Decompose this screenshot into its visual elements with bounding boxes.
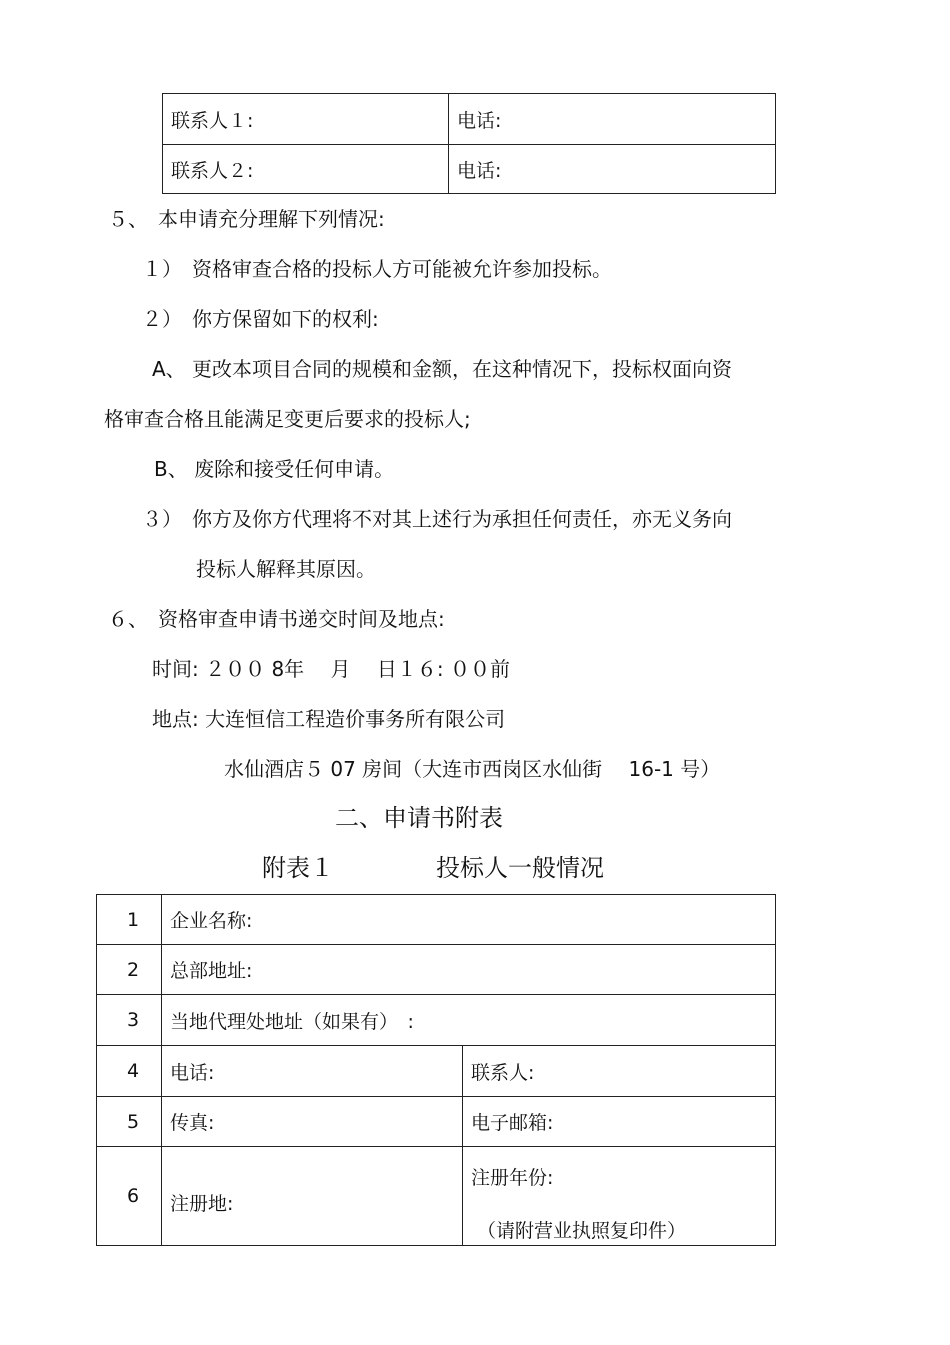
row-number: 4 [97,1046,162,1097]
bidder-info-table [96,894,776,1246]
registration-year-label: 注册年份: [471,1166,554,1189]
local-agent-address-label: 当地代理处地址（如果有） : [162,995,776,1046]
section-5-title: ５、 本申请充分理解下列情况: [108,207,385,231]
row-number: 2 [97,945,162,995]
registration-year-cell [463,1147,776,1246]
phone-label: 电话: [162,1046,463,1097]
contact-2-label: 联系人２: [163,145,449,194]
part-2-title: 二、申请书附表 [335,804,503,832]
registration-place-label: 注册地: [170,1193,234,1215]
section-5-item-3-line-2: 投标人解释其原因。 [196,557,376,581]
annex-label: 附表１ [262,854,334,882]
contact-table [162,93,776,194]
email-label: 电子邮箱: [463,1097,776,1147]
table-row [163,94,776,145]
section-5-item-2: ２） 你方保留如下的权利: [142,307,379,331]
submission-address: 水仙酒店５ 07 房间（大连市西岗区水仙街 16-1 号） [224,757,721,781]
submission-time: 时间: ２００ 8年 月 日１６: ００前 [152,657,510,681]
company-name-label: 企业名称: [162,895,776,945]
section-5-item-1: １） 资格审查合格的投标人方可能被允许参加投标。 [142,257,612,281]
row-number: 6 [97,1147,162,1246]
section-5-item-a-line-2: 格审查合格且能满足变更后要求的投标人; [104,407,471,431]
table-row [97,995,776,1046]
annex-title: 投标人一般情况 [436,854,604,882]
section-5-item-b: B、 废除和接受任何申请。 [154,457,395,481]
business-license-note: （请附营业执照复印件） [477,1219,687,1242]
table-row [97,1147,776,1246]
registration-place-cell [162,1147,463,1246]
section-6-title: ６、 资格审查申请书递交时间及地点: [108,607,445,631]
table-row [97,895,776,945]
contact-2-phone-label: 电话: [449,145,776,194]
contact-1-label: 联系人１: [163,94,449,145]
contact-1-phone-label: 电话: [449,94,776,145]
headquarters-address-label: 总部地址: [162,945,776,995]
row-number: 5 [97,1097,162,1147]
table-row [97,945,776,995]
section-5-item-3-line-1: ３） 你方及你方代理将不对其上述行为承担任何责任，亦无义务向 [142,507,732,531]
fax-label: 传真: [162,1097,463,1147]
submission-place: 地点: 大连恒信工程造价事务所有限公司 [152,707,506,731]
table-row [163,145,776,194]
table-row [97,1046,776,1097]
contact-person-label: 联系人: [463,1046,776,1097]
table-row [97,1097,776,1147]
section-5-item-a-line-1: A、 更改本项目合同的规模和金额，在这种情况下，投标权面向资 [152,357,733,381]
row-number: 1 [97,895,162,945]
row-number: 3 [97,995,162,1046]
